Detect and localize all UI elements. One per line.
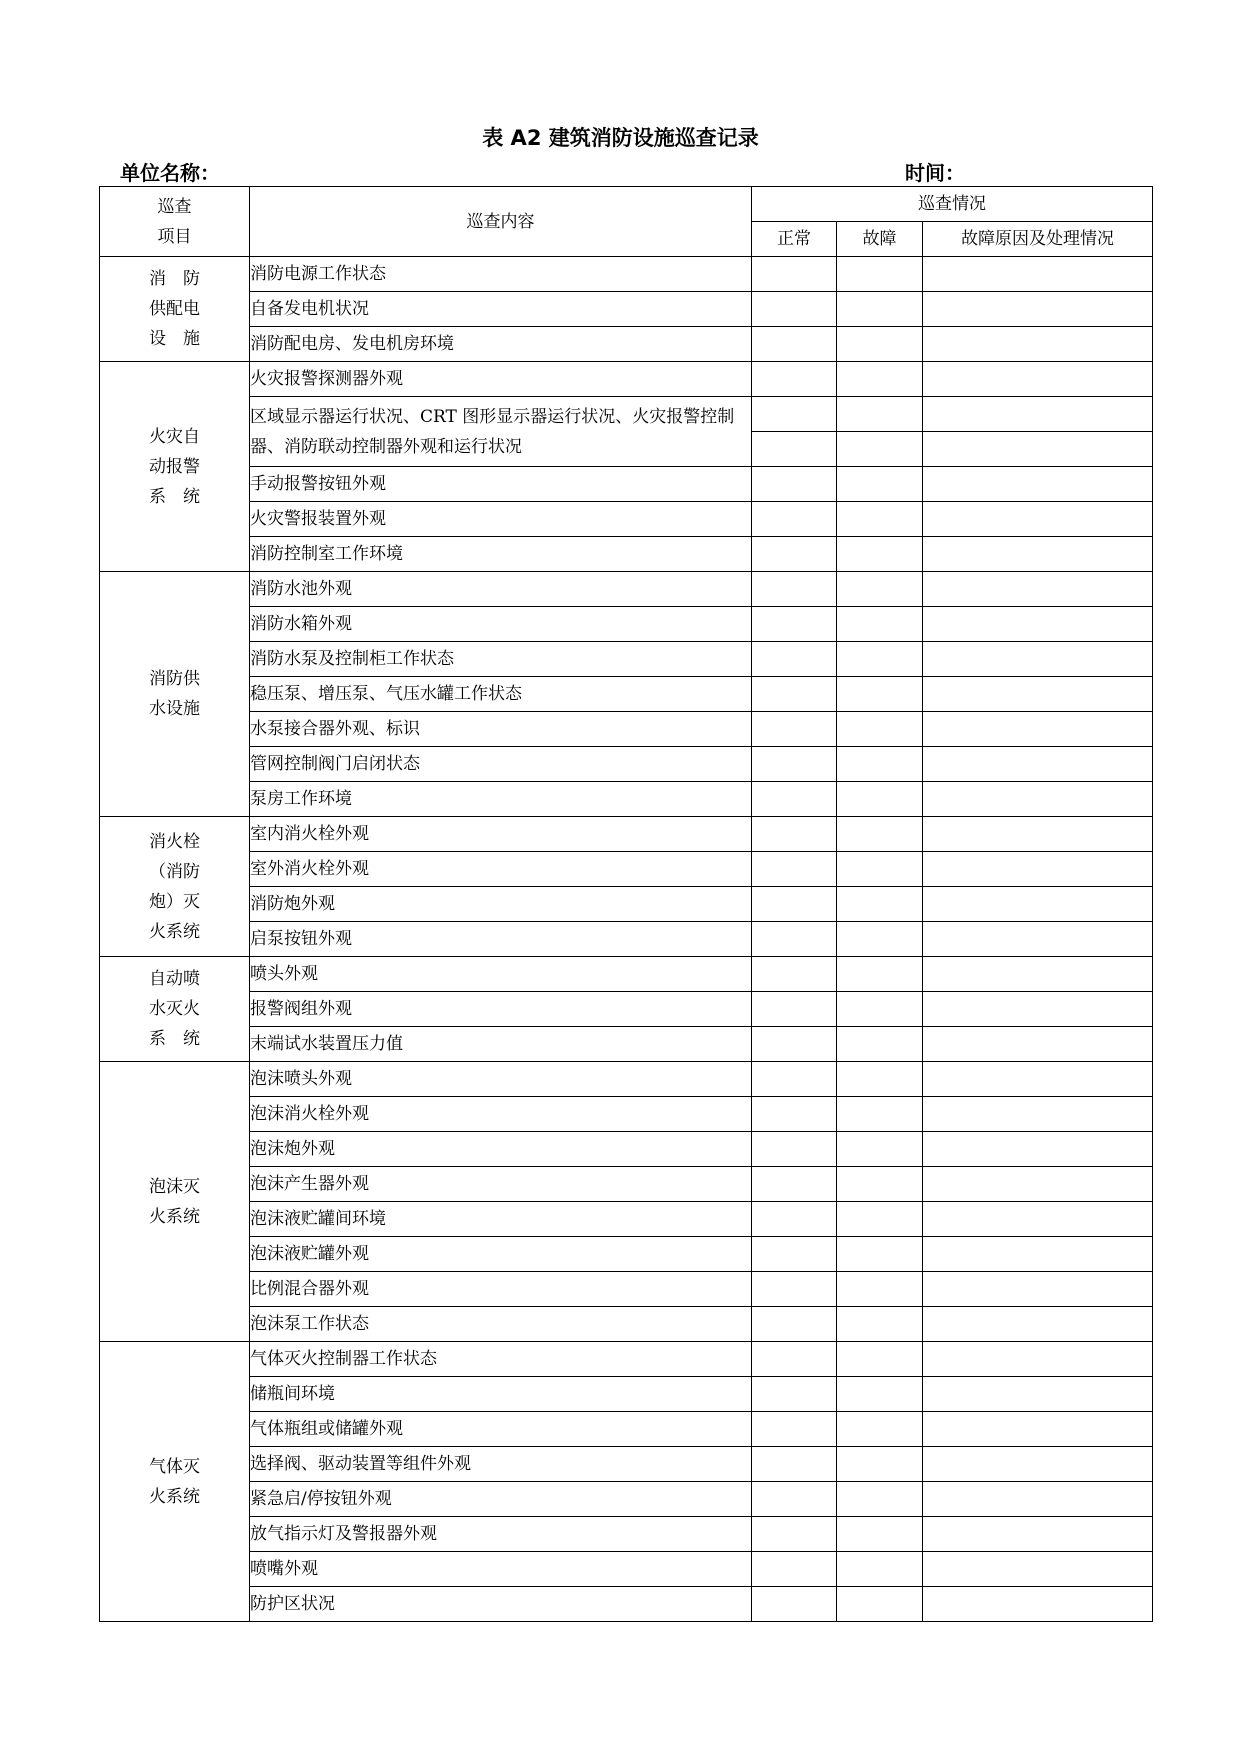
reason-cell[interactable] [923, 432, 1153, 467]
reason-cell[interactable] [923, 922, 1153, 957]
fault-cell[interactable] [837, 817, 923, 852]
item-content: 稳压泵、增压泵、气压水罐工作状态 [250, 677, 752, 712]
category-label: 泡沫灭 火系统 [149, 1176, 200, 1227]
item-content: 消防配电房、发电机房环境 [250, 327, 752, 362]
item-content: 手动报警按钮外观 [250, 467, 752, 502]
item-content: 泡沫喷头外观 [250, 1062, 752, 1097]
reason-cell[interactable] [923, 362, 1153, 397]
item-content: 室外消火栓外观 [250, 852, 752, 887]
table-row [100, 327, 1153, 362]
table-row [100, 1027, 1153, 1062]
reason-cell[interactable] [923, 782, 1153, 817]
category-cell [100, 362, 250, 572]
table-row [100, 747, 1153, 782]
fault-cell[interactable] [837, 1097, 923, 1132]
fault-cell[interactable] [837, 1482, 923, 1517]
reason-cell[interactable] [923, 1272, 1153, 1307]
reason-cell[interactable] [923, 1517, 1153, 1552]
table-row [100, 817, 1153, 852]
fault-cell[interactable] [837, 1412, 923, 1447]
table-row [100, 1132, 1153, 1167]
normal-cell[interactable] [752, 1027, 837, 1062]
table-row [100, 1307, 1153, 1342]
header-fault: 故障 [837, 222, 923, 257]
table-row [100, 887, 1153, 922]
fault-cell[interactable] [837, 852, 923, 887]
reason-cell[interactable] [923, 572, 1153, 607]
table-row [100, 467, 1153, 502]
normal-cell[interactable] [752, 397, 837, 432]
table-row [100, 257, 1153, 292]
reason-cell[interactable] [923, 852, 1153, 887]
item-content: 区域显示器运行状况、CRT 图形显示器运行状况、火灾报警控制器、消防联动控制器外观和运行状况 [250, 397, 752, 467]
reason-cell[interactable] [923, 1587, 1153, 1622]
table-row [100, 1587, 1153, 1622]
normal-cell[interactable] [752, 992, 837, 1027]
item-content: 泡沫产生器外观 [250, 1167, 752, 1202]
fault-cell[interactable] [837, 292, 923, 327]
category-label: 气体灭 火系统 [149, 1456, 200, 1507]
item-content: 防护区状况 [250, 1587, 752, 1622]
normal-cell[interactable] [752, 1132, 837, 1167]
fault-cell[interactable] [837, 607, 923, 642]
fault-cell[interactable] [837, 1272, 923, 1307]
normal-cell[interactable] [752, 502, 837, 537]
reason-cell[interactable] [923, 1202, 1153, 1237]
item-content: 放气指示灯及警报器外观 [250, 1517, 752, 1552]
category-label: 消防供 水设施 [149, 669, 200, 719]
fault-cell[interactable] [837, 1517, 923, 1552]
reason-cell[interactable] [923, 537, 1153, 572]
item-content: 水泵接合器外观、标识 [250, 712, 752, 747]
normal-cell[interactable] [752, 1097, 837, 1132]
normal-cell[interactable] [752, 747, 837, 782]
reason-cell[interactable] [923, 257, 1153, 292]
fault-cell[interactable] [837, 1342, 923, 1377]
item-content: 泵房工作环境 [250, 782, 752, 817]
table-row [100, 1377, 1153, 1412]
fault-cell[interactable] [837, 327, 923, 362]
fault-cell[interactable] [837, 957, 923, 992]
reason-cell[interactable] [923, 1097, 1153, 1132]
item-content: 储瓶间环境 [250, 1377, 752, 1412]
reason-cell[interactable] [923, 1062, 1153, 1097]
fault-cell[interactable] [837, 1027, 923, 1062]
table-row [100, 922, 1153, 957]
item-content: 喷头外观 [250, 957, 752, 992]
table-row [100, 537, 1153, 572]
item-content: 气体灭火控制器工作状态 [250, 1342, 752, 1377]
fault-cell[interactable] [837, 712, 923, 747]
inspection-record-table [99, 186, 1153, 1622]
reason-cell[interactable] [923, 747, 1153, 782]
table-row [100, 712, 1153, 747]
item-content: 气体瓶组或储罐外观 [250, 1412, 752, 1447]
normal-cell[interactable] [752, 1272, 837, 1307]
time-label: 时间： [905, 161, 965, 185]
reason-cell[interactable] [923, 1027, 1153, 1062]
normal-cell[interactable] [752, 572, 837, 607]
normal-cell[interactable] [752, 292, 837, 327]
table-row [100, 397, 1153, 432]
fault-cell[interactable] [837, 502, 923, 537]
normal-cell[interactable] [752, 257, 837, 292]
reason-cell[interactable] [923, 327, 1153, 362]
category-label: 火灾自 动报警 系 统 [149, 426, 200, 507]
reason-cell[interactable] [923, 712, 1153, 747]
reason-cell[interactable] [923, 467, 1153, 502]
fault-cell[interactable] [837, 887, 923, 922]
fault-cell[interactable] [837, 782, 923, 817]
category-cell [100, 957, 250, 1062]
fault-cell[interactable] [837, 1587, 923, 1622]
unit-name-label: 单位名称： [120, 161, 220, 185]
item-content: 末端试水装置压力值 [250, 1027, 752, 1062]
category-cell [100, 257, 250, 362]
normal-cell[interactable] [752, 1447, 837, 1482]
fault-cell[interactable] [837, 1167, 923, 1202]
reason-cell[interactable] [923, 1552, 1153, 1587]
normal-cell[interactable] [752, 817, 837, 852]
item-content: 泡沫消火栓外观 [250, 1097, 752, 1132]
fault-cell[interactable] [837, 1132, 923, 1167]
fault-cell[interactable] [837, 1447, 923, 1482]
reason-cell[interactable] [923, 1167, 1153, 1202]
category-cell [100, 1062, 250, 1342]
item-content: 选择阀、驱动装置等组件外观 [250, 1447, 752, 1482]
table-row [100, 572, 1153, 607]
normal-cell[interactable] [752, 782, 837, 817]
normal-cell[interactable] [752, 712, 837, 747]
reason-cell[interactable] [923, 677, 1153, 712]
header-content: 巡查内容 [250, 187, 752, 257]
table-row [100, 642, 1153, 677]
item-content: 管网控制阀门启闭状态 [250, 747, 752, 782]
category-cell [100, 572, 250, 817]
normal-cell[interactable] [752, 1377, 837, 1412]
reason-cell[interactable] [923, 887, 1153, 922]
table-row [100, 1062, 1153, 1097]
normal-cell[interactable] [752, 1237, 837, 1272]
record-body [100, 257, 1153, 1622]
category-label: 消 防 供配电 设 施 [149, 269, 200, 349]
table-row [100, 502, 1153, 537]
normal-cell[interactable] [752, 1167, 837, 1202]
header-normal: 正常 [752, 222, 837, 257]
item-content: 消防水泵及控制柜工作状态 [250, 642, 752, 677]
table-row [100, 292, 1153, 327]
normal-cell[interactable] [752, 1552, 837, 1587]
table-row [100, 677, 1153, 712]
fault-cell[interactable] [837, 1552, 923, 1587]
normal-cell[interactable] [752, 607, 837, 642]
table-row [100, 1097, 1153, 1132]
reason-cell[interactable] [923, 397, 1153, 432]
normal-cell[interactable] [752, 852, 837, 887]
header-item: 巡查 项目 [100, 187, 250, 257]
normal-cell[interactable] [752, 432, 837, 467]
normal-cell[interactable] [752, 362, 837, 397]
table-row [100, 1167, 1153, 1202]
reason-cell[interactable] [923, 1412, 1153, 1447]
table-row [100, 1272, 1153, 1307]
normal-cell[interactable] [752, 1482, 837, 1517]
reason-cell[interactable] [923, 957, 1153, 992]
reason-cell[interactable] [923, 1237, 1153, 1272]
fault-cell[interactable] [837, 1377, 923, 1412]
table-row [100, 1447, 1153, 1482]
normal-cell[interactable] [752, 1062, 837, 1097]
fault-cell[interactable] [837, 642, 923, 677]
item-content: 消防水池外观 [250, 572, 752, 607]
reason-cell[interactable] [923, 1342, 1153, 1377]
fault-cell[interactable] [837, 362, 923, 397]
reason-cell[interactable] [923, 1377, 1153, 1412]
normal-cell[interactable] [752, 537, 837, 572]
item-content: 喷嘴外观 [250, 1552, 752, 1587]
normal-cell[interactable] [752, 1307, 837, 1342]
reason-cell[interactable] [923, 992, 1153, 1027]
reason-cell[interactable] [923, 1132, 1153, 1167]
table-row [100, 607, 1153, 642]
fault-cell[interactable] [837, 677, 923, 712]
fault-cell[interactable] [837, 467, 923, 502]
table-row [100, 782, 1153, 817]
item-content: 启泵按钮外观 [250, 922, 752, 957]
table-row [100, 1342, 1153, 1377]
fault-cell[interactable] [837, 397, 923, 432]
normal-cell[interactable] [752, 887, 837, 922]
normal-cell[interactable] [752, 1342, 837, 1377]
fault-cell[interactable] [837, 1237, 923, 1272]
fault-cell[interactable] [837, 432, 923, 467]
reason-cell[interactable] [923, 502, 1153, 537]
table-row [100, 1517, 1153, 1552]
normal-cell[interactable] [752, 957, 837, 992]
category-label: 消火栓 （消防 炮）灭 火系统 [149, 831, 200, 942]
item-content: 消防电源工作状态 [250, 257, 752, 292]
item-content: 比例混合器外观 [250, 1272, 752, 1307]
item-content: 报警阀组外观 [250, 992, 752, 1027]
reason-cell[interactable] [923, 292, 1153, 327]
table-row [100, 1202, 1153, 1237]
table-row [100, 957, 1153, 992]
item-content: 火灾报警探测器外观 [250, 362, 752, 397]
normal-cell[interactable] [752, 922, 837, 957]
fault-cell[interactable] [837, 747, 923, 782]
fault-cell[interactable] [837, 572, 923, 607]
item-content: 泡沫泵工作状态 [250, 1307, 752, 1342]
item-content: 消防水箱外观 [250, 607, 752, 642]
category-label: 自动喷 水灭火 系 统 [149, 969, 200, 1049]
table-row [100, 1412, 1153, 1447]
item-content: 消防控制室工作环境 [250, 537, 752, 572]
normal-cell[interactable] [752, 677, 837, 712]
reason-cell[interactable] [923, 642, 1153, 677]
fault-cell[interactable] [837, 1307, 923, 1342]
table-row [100, 1552, 1153, 1587]
fault-cell[interactable] [837, 992, 923, 1027]
item-content: 泡沫液贮罐间环境 [250, 1202, 752, 1237]
normal-cell[interactable] [752, 1202, 837, 1237]
table-row [100, 852, 1153, 887]
item-content: 紧急启/停按钮外观 [250, 1482, 752, 1517]
fault-cell[interactable] [837, 1062, 923, 1097]
table-row [100, 1482, 1153, 1517]
normal-cell[interactable] [752, 467, 837, 502]
normal-cell[interactable] [752, 642, 837, 677]
item-content: 火灾警报装置外观 [250, 502, 752, 537]
reason-cell[interactable] [923, 1482, 1153, 1517]
normal-cell[interactable] [752, 327, 837, 362]
normal-cell[interactable] [752, 1517, 837, 1552]
reason-cell[interactable] [923, 1307, 1153, 1342]
normal-cell[interactable] [752, 1412, 837, 1447]
category-cell [100, 1342, 250, 1622]
item-content: 消防炮外观 [250, 887, 752, 922]
fault-cell[interactable] [837, 922, 923, 957]
header-reason: 故障原因及处理情况 [923, 222, 1153, 257]
table-row [100, 1237, 1153, 1272]
reason-cell[interactable] [923, 817, 1153, 852]
table-row [100, 992, 1153, 1027]
fault-cell[interactable] [837, 1202, 923, 1237]
normal-cell[interactable] [752, 1587, 837, 1622]
header-status: 巡查情况 [752, 187, 1153, 222]
table-row [100, 362, 1153, 397]
reason-cell[interactable] [923, 1447, 1153, 1482]
item-content: 泡沫液贮罐外观 [250, 1237, 752, 1272]
reason-cell[interactable] [923, 607, 1153, 642]
page-title: 表 A2 建筑消防设施巡查记录 [482, 126, 759, 150]
fault-cell[interactable] [837, 257, 923, 292]
category-cell [100, 817, 250, 957]
fault-cell[interactable] [837, 537, 923, 572]
item-content: 泡沫炮外观 [250, 1132, 752, 1167]
item-content: 室内消火栓外观 [250, 817, 752, 852]
item-content: 自备发电机状况 [250, 292, 752, 327]
